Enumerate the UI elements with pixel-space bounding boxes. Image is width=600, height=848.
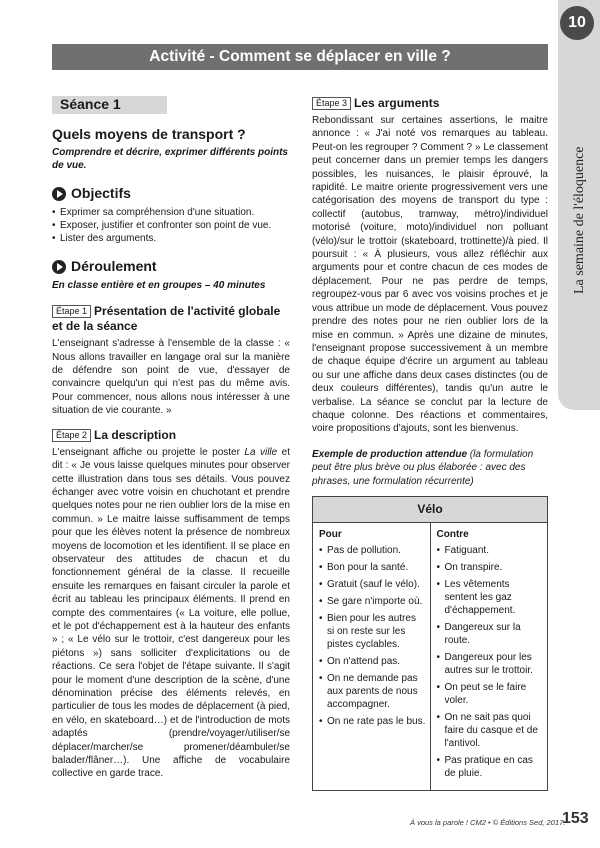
table-list-item: • On ne rate pas le bus. — [319, 715, 426, 728]
table-list-item: • Dangereux pour les autres sur le trottoir. — [437, 651, 544, 677]
list-item: • Exposer, justifier et confronter son point de vue. — [52, 219, 290, 232]
pour-label: Pour — [319, 528, 342, 540]
list-item: • Lister des arguments. — [52, 232, 290, 245]
table-list-item: • Fatiguant. — [437, 544, 544, 557]
objectifs-heading — [52, 184, 290, 201]
table-list-item: • On n'attend pas. — [319, 655, 426, 668]
etape-1-text: L'enseignant s'adresse à l'ensemble de la classe : « Nous allons travailler en langage oral sur la manière de défendre son point de vue, d'essayer de convaincre quelqu'un qui n'est pas du même avis. Pour commencer, nous allons nous intéresser à une situation de vie courante. » — [52, 338, 290, 417]
left-column — [52, 96, 290, 791]
table-list-item: • Bon pour la santé. — [319, 561, 426, 574]
table-list-item: • On peut se le faire voler. — [437, 681, 544, 707]
table-list-item: • Se gare n'importe où. — [319, 595, 426, 608]
chapter-number-badge: 10 — [560, 6, 594, 40]
duration-text: En classe entière et en groupes – 40 minutes — [52, 279, 266, 291]
seance-label: Séance 1 — [52, 96, 167, 114]
table-list-item: • Les vêtements sentent les gaz d'échappement. — [437, 578, 544, 617]
objectifs-title: Objectifs — [71, 184, 131, 201]
page-number: 153 — [562, 810, 589, 827]
etape-tag: Étape 1 — [52, 305, 91, 318]
poster-name: La ville — [244, 446, 278, 458]
deroulement-heading — [52, 260, 290, 274]
pour-column — [313, 522, 431, 790]
table-list-item: • On ne demande pas aux parents de nous accompagner. — [319, 672, 426, 711]
table-list-item: • Bien pour les autres si on reste sur les pistes cyclables. — [319, 612, 426, 651]
pour-list — [319, 544, 426, 728]
table-list-item: • Dangereux sur la route. — [437, 621, 544, 647]
chapter-title: La semaine de l'éloquence — [572, 146, 587, 294]
etape-2-title: La description — [94, 427, 177, 442]
question-subtitle: Comprendre et décrire, exprimer différents points de vue. — [52, 146, 288, 172]
arrow-circle-icon — [52, 260, 66, 274]
etape-3-text: Rebondissant sur certaines assertions, le maitre annonce : « J'ai noté vos remarques au tableau. Peut-on les regrouper ? Comment ? » Le classement peut concerner dans un premier temps les dangers possibles, les nuisances, le plaisir éprouvé, la rapidité. Le maitre oriente progressivement vers une catégorisation des moyens de transport du type : collectif (autobus, tramway, métro)/individuel motorisé (voiture, moto)/individuel non polluant (vélo)/sur le trottoir (skateboard, trottinette)/à pied. Il poursuit : « À plusieurs, vous allez réfléchir aux arguments pour et contre chacun de ces modes de déplacement. Pour ne pas perdre de temps, regroupez-vous par 6 avec vos voisins proches et je vous attribue un mode de déplacement. Vous pouvez prendre des notes pour ne rien oublier lors de la mise en commun. » Après une dizaine de minutes, l'enseignant propose successivement à un membre de chaque équipe d'écrire un argument au tableau ou sur une affiche dans deux cases distinctes (ou de deux couleurs différentes), tandis qu'un autre le verbalise. La séance se conclut par la lecture de chaque colonne. Des réactions et commentaires, voire propositions d'ajouts, sont les bienvenus. — [312, 115, 548, 435]
etape-1-title: Présentation de l'activité globale et de la séance — [52, 304, 281, 334]
contre-column — [430, 522, 548, 790]
deroulement-title: Déroulement — [71, 258, 157, 275]
right-column — [312, 96, 548, 791]
etape-3-heading — [312, 96, 548, 111]
table-title: Vélo — [313, 496, 548, 522]
etape-tag: Étape 2 — [52, 429, 91, 442]
velo-table — [312, 496, 548, 791]
example-caption: Exemple de production attendue (la formulation peut être plus brève ou plus élaborée : avec des phrases, une formulation récurrente) — [312, 448, 534, 487]
footer-credit: À vous la parole ! CM2 • © Éditions Sed, 2017. — [410, 818, 566, 827]
question-title: Quels moyens de transport ? — [52, 126, 246, 143]
table-list-item: • On transpire. — [437, 561, 544, 574]
etape-1-heading — [52, 304, 290, 334]
objectifs-list — [52, 206, 290, 246]
table-list-item: • On ne sait pas quoi faire du casque et de l'antivol. — [437, 711, 544, 750]
activity-title: Activité - Comment se déplacer en ville ? — [52, 44, 548, 70]
contre-label: Contre — [436, 528, 469, 540]
contre-list — [437, 544, 544, 780]
table-list-item: • Gratuit (sauf le vélo). — [319, 578, 426, 591]
arrow-circle-icon — [52, 187, 66, 201]
etape-tag: Étape 3 — [312, 97, 351, 110]
etape-2-heading — [52, 428, 290, 443]
list-item: • Exprimer sa compréhension d'une situation. — [52, 206, 290, 219]
etape-3-title: Les arguments — [354, 96, 440, 110]
etape-2-text: L'enseignant affiche ou projette le poster La ville et dit : « Je vous laisse quelques minutes pour observer cette illustration dans tous ses détails. Vous pouvez échanger avec votre voisin en chuchotant et prendre quelques notes pour ne rien oublier lors de la mise en commun. » Le maitre laisse suffisamment de temps pour que les élèves notent la présence de nombreux moyens de locomotion et les identifient. Il se place en observateur des attitudes de chacun et du fonctionnement général de la classe. Il recueille ensuite les remarques en faisant circuler la parole et écrit au tableau les principaux éléments. Il prend en compte des commentaires (« La voiture, elle pollue, et le pot d'échappement est à la hauteur des enfants » ; « Le vélo sur le trottoir, c'est dangereux pour les piétons ») sans solliciter d'explicitations ou de réactions. Ce sera l'objet de l'étape suivante. Il s'agit pour le moment d'une description de la scène, d'une dénomination précise des éléments relevés, en particulier de tous les modes de déplacement (à pied, en vélo, en skateboard…) et de l'introduction de mots adaptés (prendre/voyager/utiliser/se déplacer/marcher/se promener/déambuler/se balader/flâner…). Une affiche de vocabulaire collective en garde trace. — [52, 446, 290, 780]
table-list-item: • Pas de pollution. — [319, 544, 426, 557]
table-list-item: • Pas pratique en cas de pluie. — [437, 754, 544, 780]
